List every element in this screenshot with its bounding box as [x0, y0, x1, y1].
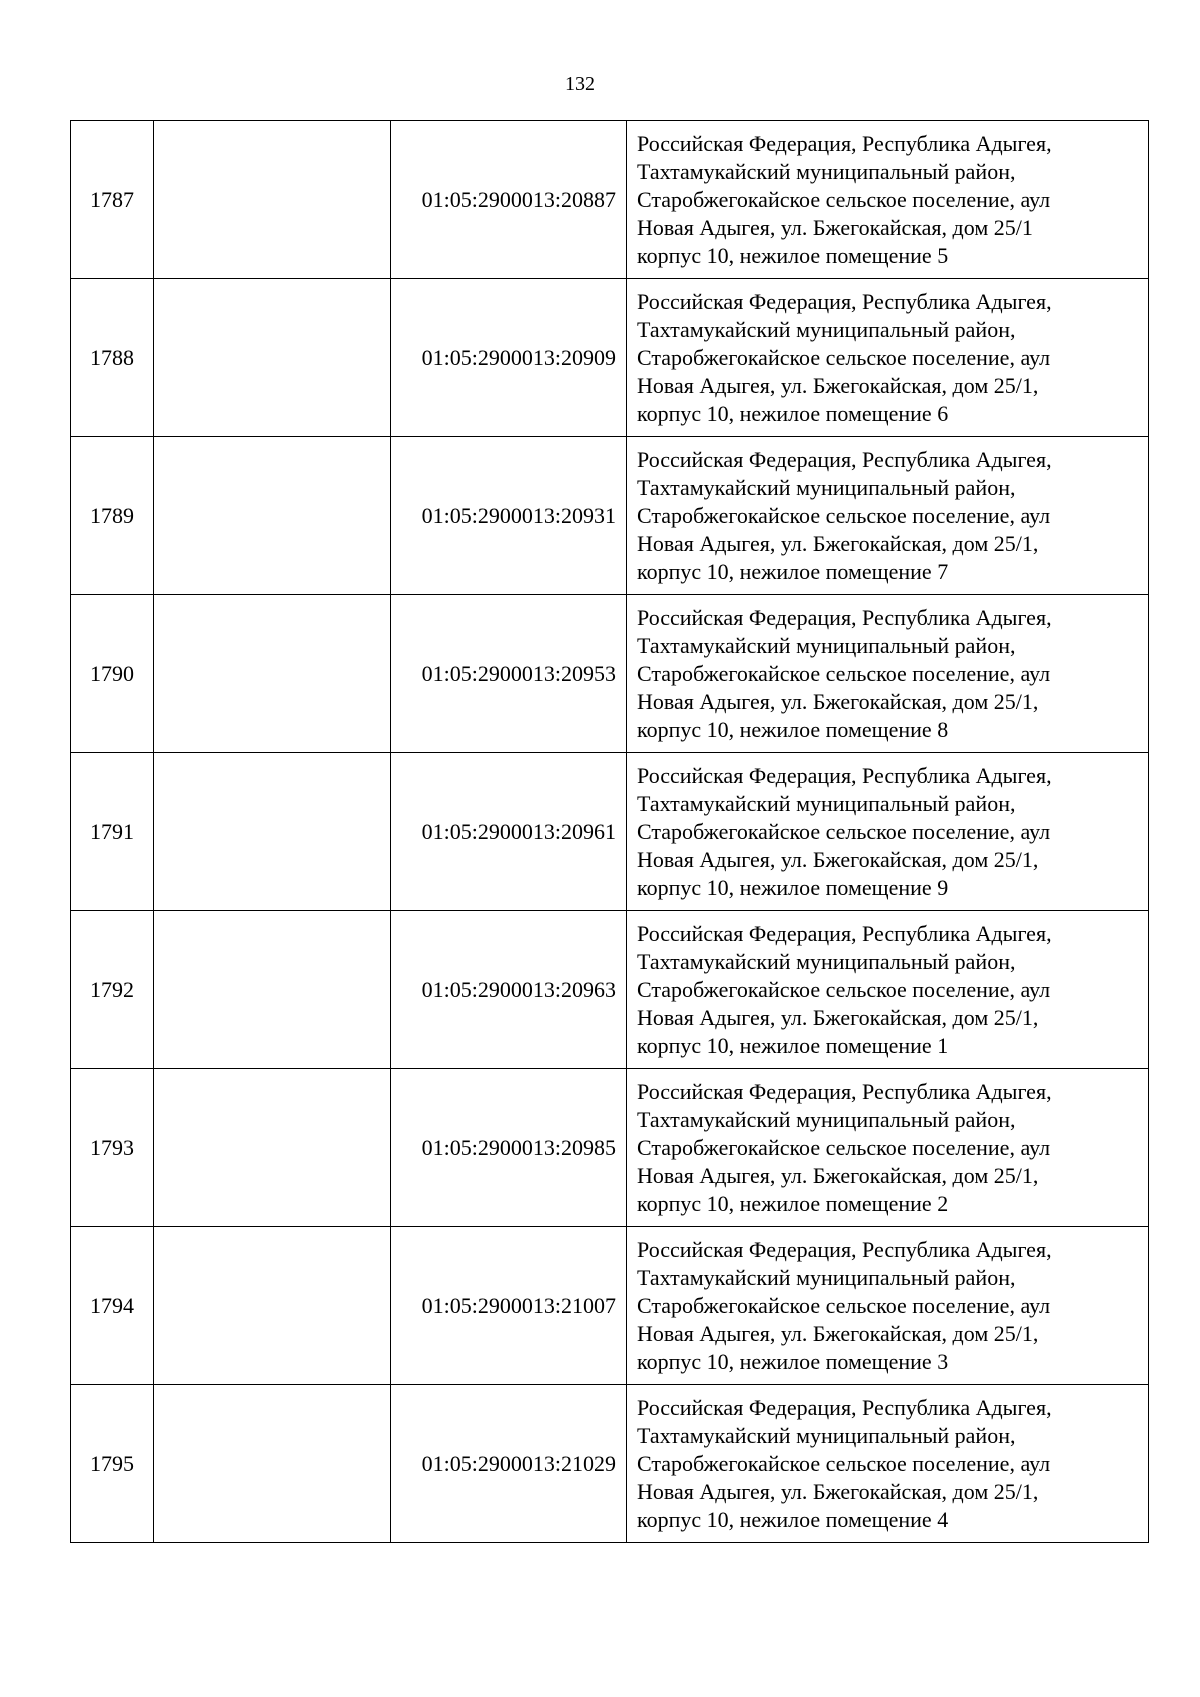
table-row — [71, 121, 1149, 279]
cadastral-number-cell: 01:05:2900013:20961 — [391, 753, 627, 911]
row-number-cell: 1787 — [71, 121, 154, 279]
address-line: Новая Адыгея, ул. Бжегокайская, дом 25/1, — [637, 1004, 1039, 1030]
address-cell — [627, 911, 1149, 1069]
address-line: корпус 10, нежилое помещение 1 — [637, 1032, 949, 1058]
address-line: Российская Федерация, Республика Адыгея, — [637, 762, 1052, 788]
address-line: Старобжегокайское сельское поселение, аул — [637, 502, 1051, 528]
address-line: Тахтамукайский муниципальный район, — [637, 158, 1016, 184]
object-name-cell — [154, 279, 391, 437]
address-cell — [627, 753, 1149, 911]
address-cell — [627, 437, 1149, 595]
table-row — [71, 753, 1149, 911]
table-row — [71, 279, 1149, 437]
property-table-body — [71, 121, 1149, 1543]
address-line: Российская Федерация, Республика Адыгея, — [637, 130, 1052, 156]
address-line: Старобжегокайское сельское поселение, аул — [637, 186, 1051, 212]
row-number-cell: 1794 — [71, 1227, 154, 1385]
row-number-cell: 1793 — [71, 1069, 154, 1227]
cadastral-number-cell: 01:05:2900013:20953 — [391, 595, 627, 753]
address-line: Российская Федерация, Республика Адыгея, — [637, 1394, 1052, 1420]
address-line: Российская Федерация, Республика Адыгея, — [637, 446, 1052, 472]
address-line: Новая Адыгея, ул. Бжегокайская, дом 25/1, — [637, 1478, 1039, 1504]
address-line: Тахтамукайский муниципальный район, — [637, 316, 1016, 342]
address-line: Старобжегокайское сельское поселение, аул — [637, 1134, 1051, 1160]
row-number-cell: 1792 — [71, 911, 154, 1069]
address-cell — [627, 121, 1149, 279]
address-line: Новая Адыгея, ул. Бжегокайская, дом 25/1, — [637, 688, 1039, 714]
table-row — [71, 595, 1149, 753]
address-line: Старобжегокайское сельское поселение, аул — [637, 976, 1051, 1002]
object-name-cell — [154, 437, 391, 595]
address-line: Тахтамукайский муниципальный район, — [637, 1264, 1016, 1290]
address-line: Российская Федерация, Республика Адыгея, — [637, 1078, 1052, 1104]
object-name-cell — [154, 1227, 391, 1385]
address-line: Новая Адыгея, ул. Бжегокайская, дом 25/1, — [637, 530, 1039, 556]
address-line: корпус 10, нежилое помещение 3 — [637, 1348, 949, 1374]
address-line: Старобжегокайское сельское поселение, аул — [637, 1450, 1051, 1476]
address-cell — [627, 279, 1149, 437]
row-number-cell: 1790 — [71, 595, 154, 753]
cadastral-number-cell: 01:05:2900013:20909 — [391, 279, 627, 437]
object-name-cell — [154, 1385, 391, 1543]
address-cell — [627, 1385, 1149, 1543]
cadastral-number-cell: 01:05:2900013:20931 — [391, 437, 627, 595]
address-line: корпус 10, нежилое помещение 2 — [637, 1190, 949, 1216]
table-row — [71, 437, 1149, 595]
cadastral-number-cell: 01:05:2900013:20887 — [391, 121, 627, 279]
address-line: корпус 10, нежилое помещение 4 — [637, 1506, 949, 1532]
address-line: Старобжегокайское сельское поселение, аул — [637, 660, 1051, 686]
address-line: Старобжегокайское сельское поселение, аул — [637, 1292, 1051, 1318]
address-line: Новая Адыгея, ул. Бжегокайская, дом 25/1, — [637, 1320, 1039, 1346]
address-line: Тахтамукайский муниципальный район, — [637, 948, 1016, 974]
address-line: Старобжегокайское сельское поселение, аул — [637, 818, 1051, 844]
address-line: Новая Адыгея, ул. Бжегокайская, дом 25/1 — [637, 214, 1033, 240]
cadastral-number-cell: 01:05:2900013:21007 — [391, 1227, 627, 1385]
table-row — [71, 911, 1149, 1069]
object-name-cell — [154, 121, 391, 279]
address-cell — [627, 1069, 1149, 1227]
table-row — [71, 1385, 1149, 1543]
address-line: корпус 10, нежилое помещение 8 — [637, 716, 949, 742]
address-line: Новая Адыгея, ул. Бжегокайская, дом 25/1, — [637, 1162, 1039, 1188]
address-line: Российская Федерация, Республика Адыгея, — [637, 604, 1052, 630]
address-cell — [627, 595, 1149, 753]
address-line: Тахтамукайский муниципальный район, — [637, 632, 1016, 658]
address-line: Новая Адыгея, ул. Бжегокайская, дом 25/1, — [637, 372, 1039, 398]
address-line: Российская Федерация, Республика Адыгея, — [637, 288, 1052, 314]
cadastral-number-cell: 01:05:2900013:21029 — [391, 1385, 627, 1543]
cadastral-number-cell: 01:05:2900013:20963 — [391, 911, 627, 1069]
object-name-cell — [154, 1069, 391, 1227]
row-number-cell: 1795 — [71, 1385, 154, 1543]
address-cell — [627, 1227, 1149, 1385]
property-table — [70, 120, 1149, 1543]
page-number: 132 — [565, 73, 595, 95]
address-line: Российская Федерация, Республика Адыгея, — [637, 920, 1052, 946]
address-line: корпус 10, нежилое помещение 6 — [637, 400, 949, 426]
address-line: корпус 10, нежилое помещение 9 — [637, 874, 949, 900]
table-row — [71, 1069, 1149, 1227]
row-number-cell: 1791 — [71, 753, 154, 911]
row-number-cell: 1788 — [71, 279, 154, 437]
address-line: корпус 10, нежилое помещение 7 — [637, 558, 949, 584]
address-line: Старобжегокайское сельское поселение, аул — [637, 344, 1051, 370]
object-name-cell — [154, 753, 391, 911]
address-line: корпус 10, нежилое помещение 5 — [637, 242, 949, 268]
address-line: Новая Адыгея, ул. Бжегокайская, дом 25/1, — [637, 846, 1039, 872]
object-name-cell — [154, 595, 391, 753]
address-line: Тахтамукайский муниципальный район, — [637, 474, 1016, 500]
address-line: Российская Федерация, Республика Адыгея, — [637, 1236, 1052, 1262]
address-line: Тахтамукайский муниципальный район, — [637, 790, 1016, 816]
address-line: Тахтамукайский муниципальный район, — [637, 1422, 1016, 1448]
object-name-cell — [154, 911, 391, 1069]
table-row — [71, 1227, 1149, 1385]
row-number-cell: 1789 — [71, 437, 154, 595]
address-line: Тахтамукайский муниципальный район, — [637, 1106, 1016, 1132]
cadastral-number-cell: 01:05:2900013:20985 — [391, 1069, 627, 1227]
